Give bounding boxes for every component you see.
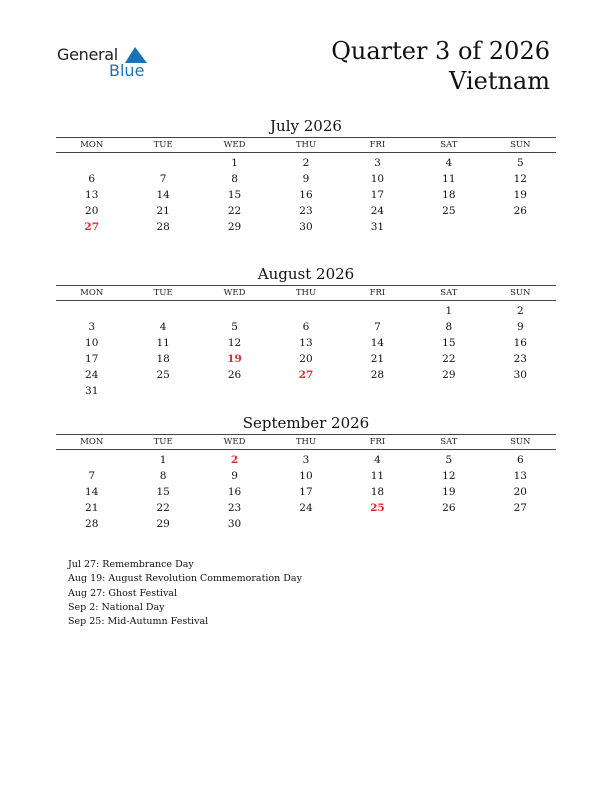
page-title: Quarter 3 of 2026	[331, 37, 550, 65]
day-cell: 14	[156, 189, 170, 201]
day-cell: 19	[513, 189, 527, 201]
holiday-list	[68, 558, 302, 629]
day-cell: 7	[159, 173, 167, 185]
day-cell: 19	[227, 353, 242, 365]
weekday-label: SUN	[510, 288, 531, 298]
day-cell: 20	[513, 486, 527, 498]
day-cell: 20	[85, 205, 99, 217]
day-cell: 30	[299, 221, 313, 233]
weekday-header	[56, 285, 556, 301]
day-cell: 7	[88, 470, 96, 482]
weekday-label: SAT	[440, 140, 458, 150]
weekday-label: THU	[295, 140, 317, 150]
weekday-header	[56, 137, 556, 153]
day-cell: 25	[156, 369, 170, 381]
month-title: August 2026	[257, 265, 355, 283]
country-name: Vietnam	[449, 67, 550, 95]
empty-day-cell	[127, 383, 198, 399]
day-cell: 6	[516, 454, 524, 466]
day-cell: 30	[513, 369, 527, 381]
logo-general-text: General	[57, 45, 118, 64]
day-cell: 3	[88, 321, 96, 333]
day-cell: 5	[516, 157, 524, 169]
day-cell: 17	[370, 189, 385, 201]
month-september	[56, 413, 556, 532]
day-cell: 21	[156, 205, 170, 217]
day-cell: 24	[85, 369, 99, 381]
day-cell: 12	[227, 337, 242, 349]
day-cell: 16	[299, 189, 313, 201]
day-cell: 1	[445, 305, 453, 317]
empty-day-cell	[56, 452, 127, 468]
weekday-label: FRI	[369, 288, 386, 298]
day-cell: 29	[442, 369, 456, 381]
day-cell: 2	[516, 305, 524, 317]
weekday-label: FRI	[369, 140, 386, 150]
day-cell: 14	[370, 337, 385, 349]
day-cell: 19	[442, 486, 456, 498]
day-cell: 23	[299, 205, 313, 217]
day-cell: 22	[227, 205, 242, 217]
holiday-item: Jul 27: Remembrance Day	[68, 559, 194, 570]
title-block	[331, 36, 550, 96]
day-cell: 9	[231, 470, 238, 482]
empty-day-cell	[485, 516, 556, 532]
empty-day-cell	[199, 383, 270, 399]
day-cell: 27	[298, 369, 314, 381]
day-cell: 9	[516, 321, 524, 333]
day-cell: 24	[370, 205, 385, 217]
weekday-header	[56, 434, 556, 450]
weekday-label: MON	[80, 437, 104, 447]
day-cell: 13	[513, 470, 527, 482]
day-cell: 5	[231, 321, 238, 333]
day-cell: 22	[156, 502, 170, 514]
day-cell: 7	[374, 321, 381, 333]
day-cell: 31	[370, 221, 385, 233]
weekday-label: SUN	[510, 437, 531, 447]
day-cell: 29	[156, 518, 170, 530]
day-cell: 31	[85, 385, 99, 397]
empty-day-cell	[342, 303, 413, 319]
day-cell: 11	[370, 470, 385, 482]
empty-day-cell	[485, 219, 556, 235]
empty-day-cell	[270, 516, 341, 532]
empty-day-cell	[342, 383, 413, 399]
day-cell: 30	[227, 518, 242, 530]
day-cell: 26	[513, 205, 527, 217]
empty-day-cell	[127, 303, 198, 319]
weekday-label: WED	[223, 288, 246, 298]
empty-day-cell	[270, 383, 341, 399]
empty-day-cell	[342, 516, 413, 532]
month-title: September 2026	[242, 414, 370, 432]
day-cell: 10	[370, 173, 385, 185]
day-cell: 20	[299, 353, 313, 365]
day-cell: 3	[374, 157, 381, 169]
day-cell: 1	[159, 454, 167, 466]
weekday-label: WED	[223, 140, 246, 150]
weekday-label: THU	[295, 288, 317, 298]
day-cell: 12	[442, 470, 456, 482]
generalblue-logo	[57, 43, 157, 83]
weekday-label: SUN	[510, 140, 531, 150]
day-cell: 16	[227, 486, 242, 498]
empty-day-cell	[413, 219, 484, 235]
day-cell: 28	[370, 369, 385, 381]
month-july	[56, 116, 556, 235]
day-cell: 8	[445, 321, 453, 333]
day-cell: 17	[299, 486, 313, 498]
day-cell: 10	[299, 470, 313, 482]
day-cell: 13	[299, 337, 313, 349]
holiday-item: Sep 25: Mid-Autumn Festival	[68, 616, 209, 628]
day-cell: 29	[227, 221, 242, 233]
day-cell: 27	[513, 502, 527, 514]
empty-day-cell	[485, 383, 556, 399]
day-cell: 27	[84, 221, 100, 233]
day-cell: 26	[227, 369, 242, 381]
day-cell: 21	[85, 502, 99, 514]
weekday-label: TUE	[153, 437, 173, 447]
weekday-label: FRI	[369, 437, 386, 447]
weekday-label: MON	[80, 140, 104, 150]
day-cell: 8	[159, 470, 167, 482]
day-cell: 1	[231, 157, 238, 169]
empty-day-cell	[413, 383, 484, 399]
day-cell: 4	[374, 454, 381, 466]
day-cell: 2	[302, 157, 310, 169]
day-cell: 17	[85, 353, 99, 365]
day-cell: 24	[299, 502, 313, 514]
weekday-label: TUE	[153, 140, 173, 150]
empty-day-cell	[199, 303, 270, 319]
days-grid	[56, 452, 556, 532]
holiday-item: Sep 2: National Day	[68, 601, 165, 613]
day-cell: 3	[302, 454, 310, 466]
day-cell: 25	[442, 205, 456, 217]
day-cell: 10	[85, 337, 99, 349]
empty-day-cell	[56, 303, 127, 319]
days-grid	[56, 303, 556, 399]
weekday-label: SAT	[440, 437, 458, 447]
weekday-label: TUE	[153, 288, 173, 298]
day-cell: 28	[156, 221, 170, 233]
day-cell: 16	[513, 337, 527, 349]
weekday-label: THU	[295, 437, 317, 447]
day-cell: 26	[442, 502, 456, 514]
day-cell: 23	[227, 502, 242, 514]
holiday-item: Aug 19: August Revolution Commemoration Day	[68, 573, 302, 585]
day-cell: 11	[442, 173, 456, 185]
day-cell: 15	[156, 486, 170, 498]
weekday-label: MON	[80, 288, 104, 298]
month-title: July 2026	[270, 117, 342, 135]
empty-day-cell	[413, 516, 484, 532]
day-cell: 11	[156, 337, 170, 349]
empty-day-cell	[127, 155, 198, 171]
day-cell: 6	[88, 173, 96, 185]
day-cell: 5	[445, 454, 453, 466]
day-cell: 18	[370, 486, 385, 498]
day-cell: 23	[513, 353, 527, 365]
day-cell: 15	[227, 189, 242, 201]
holiday-item: Aug 27: Ghost Festival	[68, 587, 178, 599]
weekday-label: WED	[223, 437, 246, 447]
day-cell: 8	[231, 173, 238, 185]
day-cell: 4	[159, 321, 167, 333]
day-cell: 21	[370, 353, 385, 365]
empty-day-cell	[56, 155, 127, 171]
day-cell: 4	[445, 157, 453, 169]
day-cell: 13	[85, 189, 99, 201]
day-cell: 15	[442, 337, 456, 349]
day-cell: 22	[442, 353, 456, 365]
day-cell: 2	[230, 454, 239, 466]
day-cell: 6	[302, 321, 310, 333]
day-cell: 28	[85, 518, 99, 530]
month-august	[56, 264, 556, 399]
day-cell: 9	[302, 173, 310, 185]
logo-blue-text: Blue	[109, 61, 145, 80]
day-cell: 25	[370, 502, 385, 514]
day-cell: 18	[442, 189, 456, 201]
day-cell: 12	[513, 173, 527, 185]
days-grid	[56, 155, 556, 235]
weekday-label: SAT	[440, 288, 458, 298]
day-cell: 18	[156, 353, 170, 365]
day-cell: 14	[85, 486, 99, 498]
empty-day-cell	[270, 303, 341, 319]
